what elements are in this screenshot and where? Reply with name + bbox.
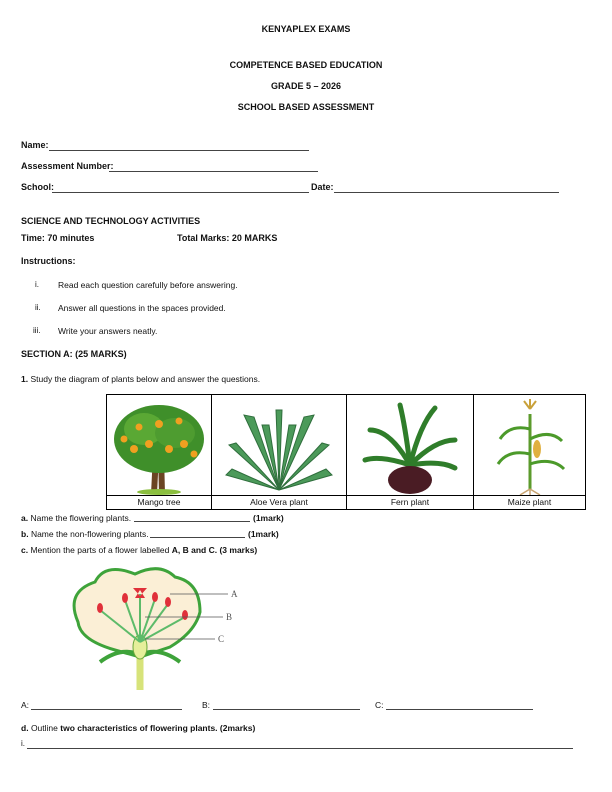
- answer-a-label: A:: [21, 700, 30, 710]
- instructions-heading: Instructions:: [21, 256, 76, 266]
- question-1-prompt: [21, 374, 260, 384]
- mango-tree-icon: [109, 399, 209, 495]
- answer-b-label: B:: [202, 700, 211, 710]
- instruction-text: Read each question carefully before answering.: [58, 280, 238, 290]
- name-label: Name:: [21, 140, 49, 150]
- maize-plant-icon: [480, 399, 580, 495]
- answer-c-field[interactable]: [386, 709, 533, 710]
- assessment-number-field[interactable]: [109, 171, 318, 172]
- mango-tree-image: [107, 395, 212, 496]
- instruction-num: ii.: [35, 303, 41, 312]
- instruction-text: Write your answers neatly.: [58, 326, 158, 336]
- date-field[interactable]: [334, 192, 559, 193]
- answer-1d-num: i.: [21, 739, 25, 748]
- instruction-num: iii.: [33, 326, 41, 335]
- plant-caption: Aloe Vera plant: [212, 496, 347, 510]
- assessment-number-label: Assessment Number:: [21, 161, 114, 171]
- answer-a-field[interactable]: [31, 709, 182, 710]
- marks-1b: (1mark): [248, 529, 279, 539]
- org-title: KENYAPLEX EXAMS: [261, 24, 351, 34]
- program-title: COMPETENCE BASED EDUCATION: [229, 60, 383, 70]
- instruction-num: i.: [35, 280, 39, 289]
- label-b: B: [226, 612, 233, 622]
- maize-plant-image: [474, 395, 586, 496]
- plants-table: [106, 394, 586, 510]
- answer-1d-field[interactable]: [27, 748, 573, 749]
- question-1a: a. Name the flowering plants.: [21, 513, 132, 523]
- section-heading: SECTION A: (25 MARKS): [21, 349, 127, 359]
- school-field[interactable]: [52, 192, 309, 193]
- question-text: Study the diagram of plants below and answer the questions.: [30, 374, 261, 384]
- plant-caption: Maize plant: [474, 496, 586, 510]
- aloe-vera-icon: [224, 405, 334, 495]
- aloe-vera-image: [212, 395, 347, 496]
- name-field[interactable]: [49, 150, 309, 151]
- label-a: A: [231, 589, 238, 599]
- total-marks: Total Marks: 20 MARKS: [177, 233, 278, 243]
- grade-title: GRADE 5 – 2026: [270, 81, 342, 91]
- marks-1a: (1mark): [253, 513, 284, 523]
- fern-plant-image: [347, 395, 474, 496]
- answer-1a-field[interactable]: [134, 521, 250, 522]
- answer-1b-field[interactable]: [150, 537, 245, 538]
- assessment-title: SCHOOL BASED ASSESSMENT: [237, 102, 375, 112]
- answer-b-field[interactable]: [213, 709, 360, 710]
- instruction-text: Answer all questions in the spaces provided.: [58, 303, 226, 313]
- plant-caption: Fern plant: [347, 496, 474, 510]
- question-1c: c. Mention the parts of a flower labelled A, B and C. (3 marks): [21, 545, 258, 555]
- label-c: C: [218, 634, 225, 644]
- date-label: Date:: [311, 182, 334, 192]
- subject-title: SCIENCE AND TECHNOLOGY ACTIVITIES: [21, 216, 201, 226]
- flower-diagram: [60, 562, 240, 692]
- plant-caption: Mango tree: [107, 496, 212, 510]
- question-1d: d. Outline two characteristics of flowering plants. (2marks): [21, 723, 256, 733]
- answer-c-label: C:: [375, 700, 384, 710]
- time-allowed: Time: 70 minutes: [21, 233, 95, 243]
- question-1b: b. Name the non-flowering plants.: [21, 529, 149, 539]
- school-label: School:: [21, 182, 54, 192]
- fern-plant-icon: [360, 400, 460, 495]
- question-number: 1.: [21, 374, 29, 384]
